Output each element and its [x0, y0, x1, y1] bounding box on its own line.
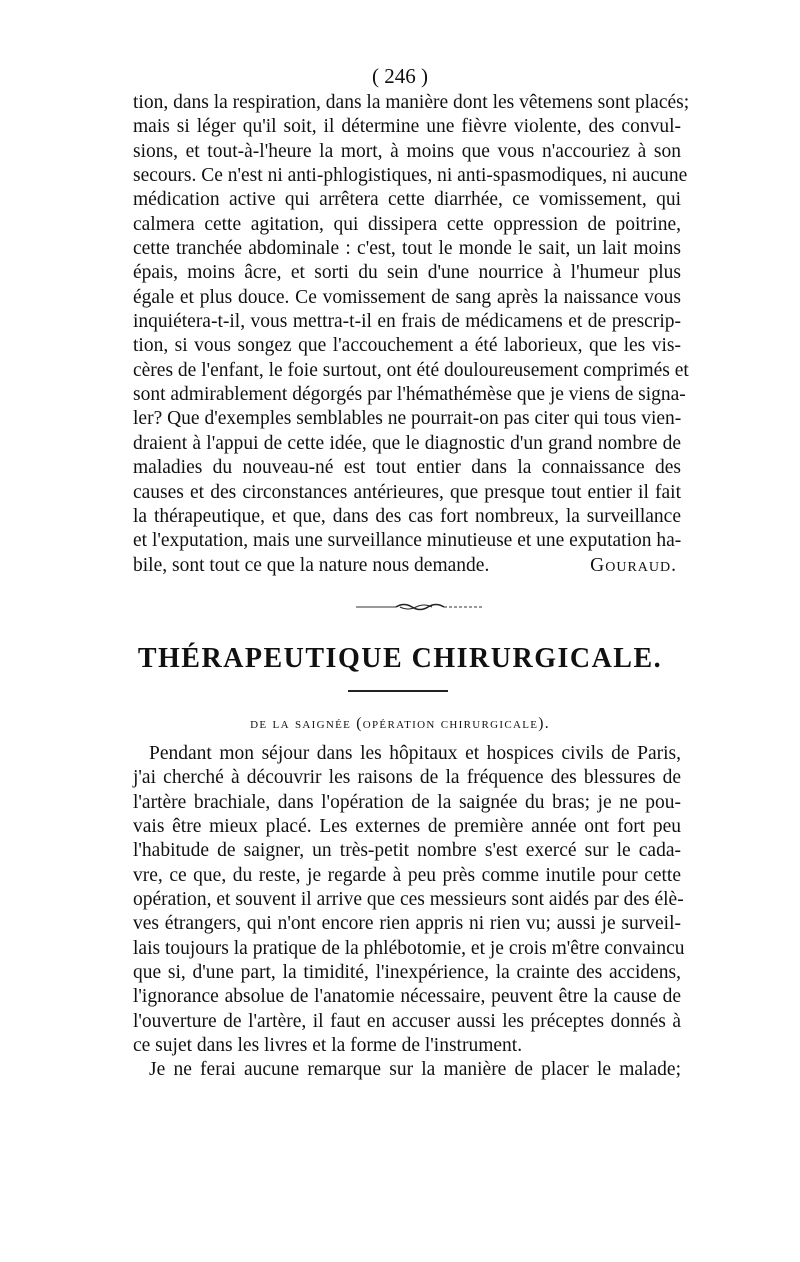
- text-line: sont admirablement dégorgés par l'hémathémèse que je viens de signa-: [133, 384, 686, 406]
- text-line: Pendant mon séjour dans les hôpitaux et hospices civils de Paris,: [149, 743, 681, 764]
- text-line: que si, d'une part, la timidité, l'inexpérience, la crainte des accidens,: [133, 962, 681, 984]
- article-subtitle: de la saignée (opération chirurgicale).: [250, 715, 550, 732]
- text-line: la thérapeutique, et que, dans des cas fort nombreux, la surveillance: [133, 505, 681, 527]
- text-line: draient à l'appui de cette idée, que le diagnostic d'un grand nombre de: [133, 432, 681, 454]
- text-line: ler? Que d'exemples semblables ne pourrait-on pas citer qui tous vien-: [133, 408, 682, 430]
- article-paragraph: [133, 742, 685, 1083]
- text-line: j'ai cherché à découvrir les raisons de la fréquence des blessures de: [133, 767, 681, 789]
- text-line: cette tranchée abdominale : c'est, tout le monde le sait, un lait moins: [133, 238, 681, 260]
- text-line: l'ouverture de l'artère, il faut en accuser aussi les préceptes donnés à: [133, 1010, 681, 1032]
- text-line: ce sujet dans les livres et la forme de l'instrument.: [133, 1035, 523, 1057]
- text-line: calmera cette agitation, qui dissipera cette oppression de poitrine,: [133, 213, 681, 235]
- text-line: opération, et souvent il arrive que ces messieurs sont aidés par des élè-: [133, 889, 684, 911]
- text-line: égale et plus douce. Ce vomissement de sang après la naissance vous: [133, 286, 681, 308]
- text-line: l'habitude de saigner, un très-petit nombre s'est exercé sur le cada-: [133, 840, 681, 862]
- title-rule: [348, 690, 448, 692]
- text-line: et l'exputation, mais une surveillance minutieuse et une exputation ha-: [133, 530, 682, 552]
- text-line: mais si léger qu'il soit, il détermine une fièvre violente, des convul-: [133, 116, 681, 138]
- text-line: épais, moins âcre, et sorti du sein d'une nourrice à l'humeur plus: [133, 262, 681, 284]
- section-title: THÉRAPEUTIQUE CHIRURGICALE.: [137, 643, 663, 674]
- text-line: maladies du nouveau-né est tout entier dans la connaissance des: [133, 457, 681, 479]
- text-line: ves étrangers, qui n'ont encore rien appris ni rien vu; aussi je surveil-: [133, 913, 681, 935]
- author-signature: Gouraud.: [590, 554, 677, 576]
- text-line: Je ne ferai aucune remarque sur la manière de placer le malade;: [149, 1059, 681, 1081]
- page-number: ( 246 ): [372, 64, 428, 88]
- text-line: lais toujours la pratique de la phlébotomie, et je crois m'être convaincu: [133, 937, 685, 959]
- text-line: causes et des circonstances antérieures, que presque tout entier il fait: [133, 481, 681, 503]
- text-line: tion, dans la respiration, dans la manière dont les vêtemens sont placés;: [133, 92, 690, 113]
- closing-text: bile, sont tout ce que la nature nous demande.: [133, 554, 490, 576]
- text-line: secours. Ce n'est ni anti-phlogistiques, ni anti-spasmodiques, ni aucune: [133, 165, 688, 187]
- ornamental-divider: [356, 600, 484, 614]
- text-line: sions, et tout-à-l'heure la mort, à moins que vous n'accouriez à son: [133, 140, 681, 162]
- text-line: l'ignorance absolue de l'anatomie nécessaire, peuvent être la cause de: [133, 986, 681, 1008]
- text-line: l'artère brachiale, dans l'opération de la saignée du bras; je ne pou-: [133, 791, 681, 813]
- text-line: cères de l'enfant, le foie surtout, ont été douloureusement comprimés et: [133, 359, 689, 381]
- text-line: vre, ce que, du reste, je regarde à peu près comme inutile pour cette: [133, 864, 681, 886]
- text-line: inquiétera-t-il, vous mettra-t-il en frais de médicamens et de prescrip-: [133, 311, 681, 333]
- text-line: vais être mieux placé. Les externes de première année ont fort peu: [133, 816, 681, 838]
- closing-line: [133, 554, 681, 578]
- text-line: tion, si vous songez que l'accouchement a été laborieux, que les vis-: [133, 335, 681, 357]
- text-line: médication active qui arrêtera cette diarrhée, ce vomissement, qui: [133, 189, 681, 211]
- article-paragraph: [133, 91, 690, 578]
